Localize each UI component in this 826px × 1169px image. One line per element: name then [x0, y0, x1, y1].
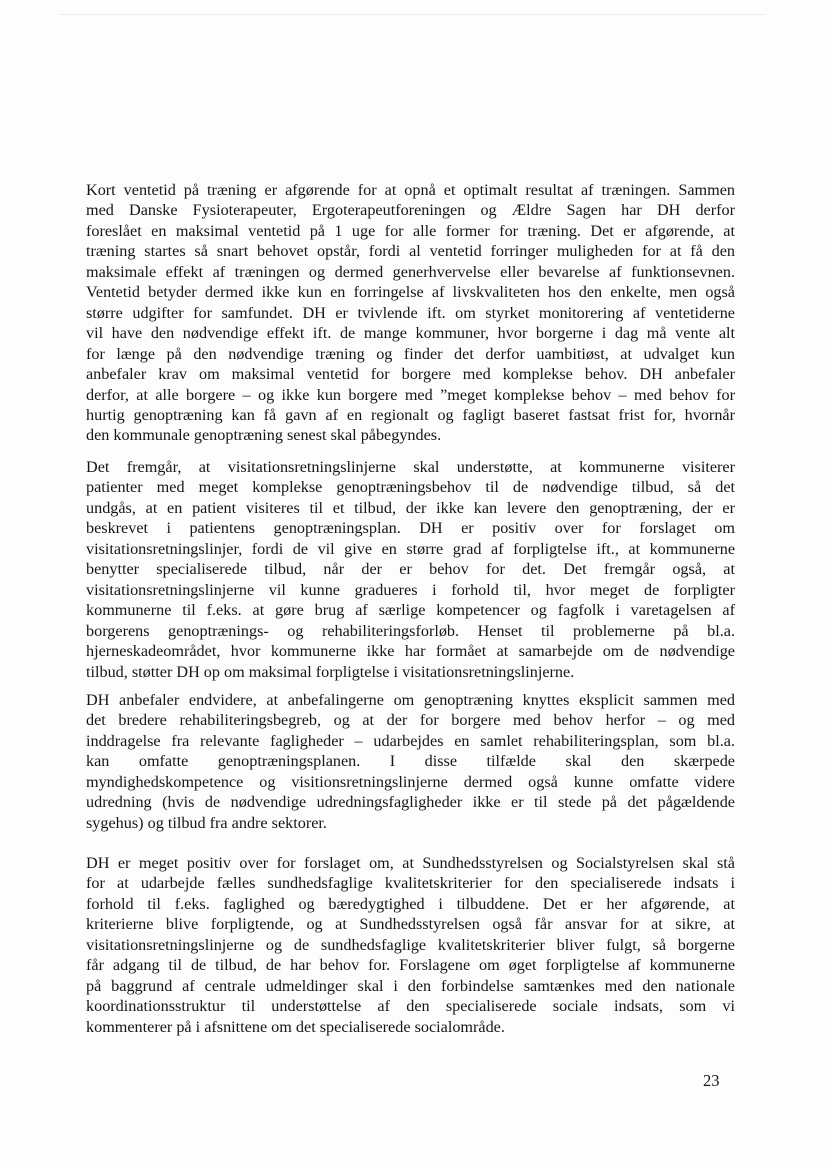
text-line: inddragelse fra relevante fagligheder – udarbejdes en samlet rehabiliteringsplan, som bl.a.	[86, 731, 735, 750]
text-line: derfor, at alle borgere – og ikke kun borgere med ”meget komplekse behov – med behov for	[86, 385, 735, 404]
text-line: undgås, at en patient visiteres til et tilbud, der ikke kan levere den genoptræning, der er	[86, 498, 735, 517]
text-line: anbefaler krav om maksimal ventetid for borgere med komplekse behov. DH anbefaler	[86, 365, 735, 384]
text-line: visitationsretningslinjerne vil kunne gradueres i forhold til, hvor meget de forpligter	[86, 580, 735, 599]
text-line: Det fremgår, at visitationsretningslinjerne skal understøtte, at kommunerne visiterer	[86, 458, 735, 476]
page-number: 23	[703, 1071, 720, 1090]
text-line: Kort ventetid på træning er afgørende for at opnå et optimalt resultat af træningen. Sammen	[86, 181, 735, 199]
text-line: på baggrund af centrale udmeldinger skal i den forbindelse samtænkes med den nationale	[86, 976, 735, 995]
text-line: kan omfatte genoptræningsplanen. I disse tilfælde skal den skærpede	[86, 752, 735, 771]
text-line: DH er meget positiv over for forslaget om, at Sundhedsstyrelsen og Socialstyrelsen skal stå	[86, 854, 735, 872]
text-line: udredning (hvis de nødvendige udredningsfagligheder ikke er til stede på det pågældende	[86, 793, 735, 812]
text-line: maksimale effekt af træningen og dermed generhvervelse eller bevarelse af funktionsevnen.	[86, 262, 735, 281]
text-line: kriterierne blive forpligtende, og at Sundhedsstyrelsen også får ansvar for at sikre, at	[86, 915, 735, 934]
text-line: visitationsretningslinjerne og de sundhedsfaglige kvalitetskriterier bliver fulgt, så borgerne	[86, 935, 735, 954]
text-line: patienter med meget komplekse genoptræningsbehov til de nødvendige tilbud, så det	[86, 478, 735, 497]
text-line: kommenterer på i afsnittene om det specialiserede socialområde.	[86, 1017, 505, 1036]
text-line: den kommunale genoptræning senest skal påbegyndes.	[86, 426, 442, 445]
text-line: beskrevet i patientens genoptræningsplan. DH er positiv over for forslaget om	[86, 519, 735, 538]
text-line: DH anbefaler endvidere, at anbefalingerne om genoptræning knyttes eksplicit sammen med	[86, 691, 735, 709]
text-line: benytter specialiserede tilbud, når der er behov for det. Det fremgår også, at	[86, 560, 735, 579]
text-line: for at udarbejde fælles sundhedsfaglige kvalitetskriterier for den specialiserede indsats i	[86, 874, 735, 893]
text-line: borgerens genoptrænings- og rehabiliteringsforløb. Henset til problemerne på bl.a.	[86, 621, 735, 640]
text-line: for længe på den nødvendige træning og finder det derfor uambitiøst, at udvalget kun	[86, 344, 735, 363]
paragraph	[86, 690, 735, 833]
text-line: forhold til f.eks. faglighed og bæredygtighed i tilbuddene. Det er her afgørende, at	[86, 894, 735, 913]
paragraph	[86, 853, 735, 1037]
text-line: tilbud, støtter DH op om maksimal forpligtelse i visitationsretningslinjerne.	[86, 662, 575, 681]
text-line: det bredere rehabiliteringsbegreb, og at der for borgere med behov herfor – og med	[86, 711, 735, 730]
text-line: kommunerne til f.eks. at gøre brug af særlige kompetencer og fagfolk i varetagelsen af	[86, 601, 735, 620]
paragraph	[86, 180, 735, 446]
text-line: Ventetid betyder dermed ikke kun en forringelse af livskvaliteten hos den enkelte, men også	[86, 283, 735, 302]
text-line: hjerneskadeområdet, hvor kommunerne ikke har formået at samarbejde om de nødvendige	[86, 642, 735, 661]
text-line: får adgang til de tilbud, de har behov for. Forslagene om øget forpligtelse af kommunerne	[86, 956, 735, 975]
text-line: koordinationsstruktur til understøttelse af den specialiserede sociale indsats, som vi	[86, 997, 735, 1016]
text-line: vil have den nødvendige effekt ift. de mange kommuner, hvor borgerne i dag må vente alt	[86, 324, 735, 343]
text-line: med Danske Fysioterapeuter, Ergoterapeutforeningen og Ældre Sagen har DH derfor	[86, 201, 735, 220]
text-line: træning startes så snart behovet opstår, fordi al ventetid forringer muligheden for at få den	[86, 242, 735, 261]
paragraph	[86, 457, 735, 682]
scan-edge-line	[60, 14, 766, 15]
text-line: større udgifter for samfundet. DH er tvivlende ift. om styrket monitorering af ventetiderne	[86, 303, 735, 322]
text-line: sygehus) og tilbud fra andre sektorer.	[86, 813, 327, 832]
text-line: visitationsretningslinjer, fordi de vil give en større grad af forpligtelse ift., at kommunerne	[86, 539, 735, 558]
text-line: myndighedskompetence og visitionsretningslinjerne dermed også kunne omfatte videre	[86, 772, 735, 791]
text-line: hurtig genoptræning kan få gavn af en regionalt og fagligt baseret fastsat frist for, hvornår	[86, 405, 735, 424]
text-line: foreslået en maksimal ventetid på 1 uge for alle former for træning. Det er afgørende, at	[86, 221, 735, 240]
